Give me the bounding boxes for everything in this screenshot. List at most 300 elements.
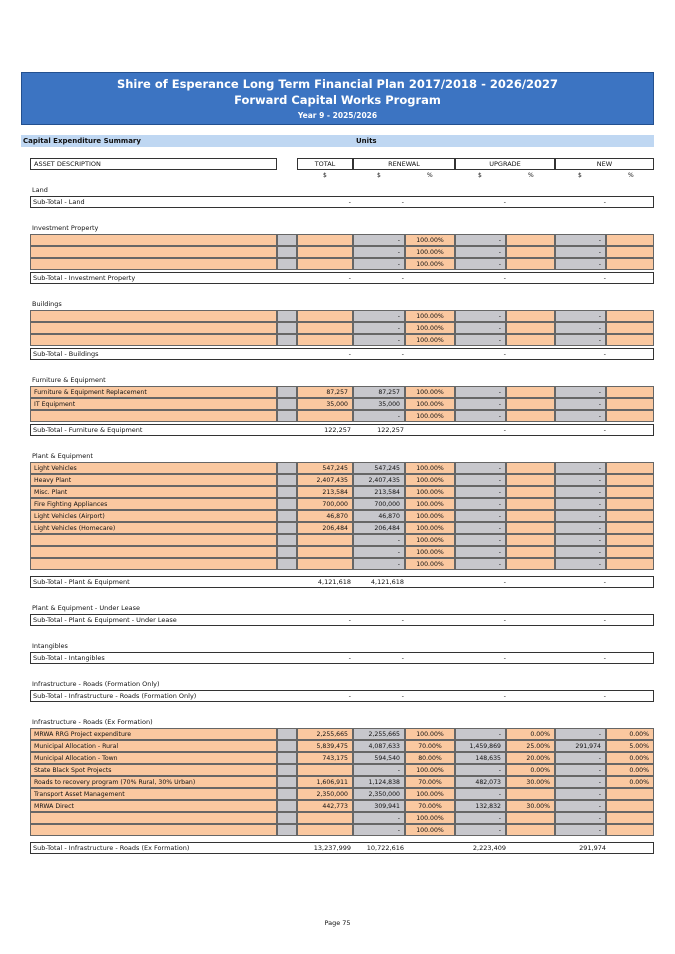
- row-upgrade-pct[interactable]: [506, 386, 555, 398]
- row-spacer: [277, 752, 297, 764]
- row-upgrade-pct[interactable]: [506, 334, 555, 346]
- row-total[interactable]: 743,175: [297, 752, 353, 764]
- subtotal-renewal: -: [401, 654, 404, 662]
- row-upgrade: -: [455, 234, 506, 246]
- row-renewal-pct[interactable]: 100.00%: [405, 474, 455, 486]
- row-upgrade-pct[interactable]: 0.00%: [506, 728, 555, 740]
- page-number: Page 75: [324, 919, 351, 927]
- unit-new-dollar: $: [578, 172, 582, 179]
- row-new-pct[interactable]: [606, 234, 654, 246]
- subtotal-row: [30, 348, 654, 360]
- row-upgrade: -: [455, 510, 506, 522]
- row-renewal: -: [353, 334, 405, 346]
- unit-upgrade-pct: %: [528, 172, 534, 179]
- row-label[interactable]: [30, 812, 277, 824]
- row-new-pct[interactable]: [606, 800, 654, 812]
- row-total[interactable]: [297, 824, 353, 836]
- row-renewal: -: [353, 234, 405, 246]
- row-renewal-pct[interactable]: 100.00%: [405, 462, 455, 474]
- row-spacer: [277, 474, 297, 486]
- col-total: TOTAL: [297, 158, 353, 170]
- row-renewal-pct[interactable]: 100.00%: [405, 486, 455, 498]
- row-total[interactable]: 213,584: [297, 486, 353, 498]
- row-new-pct[interactable]: [606, 788, 654, 800]
- row-new: -: [555, 764, 606, 776]
- row-upgrade: -: [455, 246, 506, 258]
- row-upgrade-pct[interactable]: [506, 462, 555, 474]
- row-new-pct[interactable]: [606, 246, 654, 258]
- subtotal-new: -: [603, 616, 606, 624]
- row-renewal-pct[interactable]: 100.00%: [405, 410, 455, 422]
- row-renewal-pct[interactable]: 100.00%: [405, 386, 455, 398]
- row-total[interactable]: [297, 334, 353, 346]
- unit-total-dollar: $: [323, 172, 327, 179]
- row-label[interactable]: [30, 410, 277, 422]
- row-upgrade-pct[interactable]: [506, 474, 555, 486]
- row-label[interactable]: Light Vehicles: [30, 462, 277, 474]
- table-row: [30, 740, 654, 752]
- row-upgrade-pct[interactable]: [506, 534, 555, 546]
- row-total[interactable]: [297, 558, 353, 570]
- row-total[interactable]: 2,255,665: [297, 728, 353, 740]
- row-renewal-pct[interactable]: 100.00%: [405, 812, 455, 824]
- row-label[interactable]: [30, 234, 277, 246]
- row-renewal: 35,000: [353, 398, 405, 410]
- row-label[interactable]: Roads to recovery program (70% Rural, 30% Urban): [30, 776, 277, 788]
- row-renewal: 4,087,633: [353, 740, 405, 752]
- table-row: [30, 234, 654, 246]
- row-label[interactable]: MRWA RRG Project expenditure: [30, 728, 277, 740]
- subtotal-new: -: [603, 198, 606, 206]
- row-renewal: 206,484: [353, 522, 405, 534]
- row-renewal: -: [353, 258, 405, 270]
- subtotal-row: [30, 842, 654, 854]
- row-label[interactable]: Light Vehicles (Airport): [30, 510, 277, 522]
- row-spacer: [277, 498, 297, 510]
- units-row: [30, 172, 654, 182]
- row-total[interactable]: [297, 410, 353, 422]
- row-new: -: [555, 800, 606, 812]
- row-new: -: [555, 386, 606, 398]
- row-spacer: [277, 334, 297, 346]
- row-total[interactable]: [297, 764, 353, 776]
- row-new: -: [555, 752, 606, 764]
- row-new-pct[interactable]: [606, 310, 654, 322]
- table-row: [30, 410, 654, 422]
- table-row: [30, 510, 654, 522]
- row-renewal: -: [353, 310, 405, 322]
- row-renewal-pct[interactable]: 100.00%: [405, 334, 455, 346]
- row-label[interactable]: Municipal Allocation - Rural: [30, 740, 277, 752]
- col-asset-description: ASSET DESCRIPTION: [30, 158, 277, 170]
- subtotal-row: [30, 272, 654, 284]
- row-renewal-pct[interactable]: 100.00%: [405, 558, 455, 570]
- subtotal-new: -: [603, 426, 606, 434]
- row-renewal-pct[interactable]: 100.00%: [405, 322, 455, 334]
- report-subtitle: Forward Capital Works Program: [234, 93, 441, 107]
- subtotal-renewal: -: [401, 616, 404, 624]
- row-total[interactable]: 5,839,475: [297, 740, 353, 752]
- row-new: -: [555, 310, 606, 322]
- subtotal-row: [30, 652, 654, 664]
- row-spacer: [277, 462, 297, 474]
- section-title: Infrastructure - Roads (Ex Formation): [32, 718, 153, 726]
- row-renewal: 1,124,838: [353, 776, 405, 788]
- row-new: -: [555, 486, 606, 498]
- row-total[interactable]: [297, 310, 353, 322]
- row-upgrade: 132,832: [455, 800, 506, 812]
- row-total[interactable]: [297, 322, 353, 334]
- row-spacer: [277, 534, 297, 546]
- row-spacer: [277, 510, 297, 522]
- subtotal-total: 13,237,999: [313, 844, 351, 852]
- table-row: [30, 812, 654, 824]
- row-spacer: [277, 740, 297, 752]
- row-new: -: [555, 510, 606, 522]
- row-spacer: [277, 788, 297, 800]
- row-renewal: 2,407,435: [353, 474, 405, 486]
- row-upgrade-pct[interactable]: 30.00%: [506, 776, 555, 788]
- row-upgrade-pct[interactable]: [506, 234, 555, 246]
- row-label[interactable]: Fire Fighting Appliances: [30, 498, 277, 510]
- row-label[interactable]: [30, 334, 277, 346]
- row-label[interactable]: [30, 824, 277, 836]
- summary-units: Units: [356, 137, 377, 145]
- row-total[interactable]: 2,407,435: [297, 474, 353, 486]
- row-upgrade: -: [455, 546, 506, 558]
- table-row: [30, 824, 654, 836]
- row-new-pct[interactable]: [606, 498, 654, 510]
- row-renewal-pct[interactable]: 70.00%: [405, 800, 455, 812]
- row-new-pct[interactable]: [606, 322, 654, 334]
- row-renewal-pct[interactable]: 100.00%: [405, 764, 455, 776]
- row-label[interactable]: Light Vehicles (Homecare): [30, 522, 277, 534]
- row-new-pct[interactable]: 0.00%: [606, 764, 654, 776]
- row-label[interactable]: IT Equipment: [30, 398, 277, 410]
- subtotal-total: -: [348, 274, 351, 282]
- table-row: [30, 498, 654, 510]
- row-renewal-pct[interactable]: 80.00%: [405, 752, 455, 764]
- table-row: [30, 258, 654, 270]
- row-label[interactable]: Misc. Plant: [30, 486, 277, 498]
- row-upgrade-pct[interactable]: [506, 546, 555, 558]
- table-row: [30, 546, 654, 558]
- row-upgrade: -: [455, 788, 506, 800]
- subtotal-label: Sub-Total - Furniture & Equipment: [33, 426, 143, 434]
- subtotal-row: [30, 196, 654, 208]
- row-upgrade-pct[interactable]: [506, 310, 555, 322]
- row-new: -: [555, 728, 606, 740]
- subtotal-upgrade: -: [503, 692, 506, 700]
- subtotal-label: Sub-Total - Intangibles: [33, 654, 105, 662]
- row-renewal-pct[interactable]: 100.00%: [405, 534, 455, 546]
- row-new-pct[interactable]: [606, 398, 654, 410]
- row-upgrade-pct[interactable]: [506, 812, 555, 824]
- row-label[interactable]: Heavy Plant: [30, 474, 277, 486]
- row-renewal-pct[interactable]: 100.00%: [405, 522, 455, 534]
- section-title: Furniture & Equipment: [32, 376, 106, 384]
- row-spacer: [277, 546, 297, 558]
- report-year: Year 9 - 2025/2026: [297, 111, 378, 120]
- row-upgrade-pct[interactable]: 30.00%: [506, 800, 555, 812]
- table-row: [30, 334, 654, 346]
- col-upgrade: UPGRADE: [455, 158, 555, 170]
- subtotal-renewal: 4,121,618: [370, 578, 404, 586]
- row-renewal-pct[interactable]: 100.00%: [405, 546, 455, 558]
- subtotal-upgrade: -: [503, 426, 506, 434]
- row-renewal: 46,870: [353, 510, 405, 522]
- section-title: Plant & Equipment - Under Lease: [32, 604, 140, 612]
- row-new-pct[interactable]: [606, 812, 654, 824]
- col-new: NEW: [555, 158, 654, 170]
- subtotal-renewal: -: [401, 350, 404, 358]
- row-upgrade-pct[interactable]: [506, 788, 555, 800]
- section-title: Investment Property: [32, 224, 99, 232]
- row-new-pct[interactable]: 0.00%: [606, 752, 654, 764]
- row-renewal: -: [353, 812, 405, 824]
- row-renewal-pct[interactable]: 70.00%: [405, 776, 455, 788]
- row-label[interactable]: Transport Asset Management: [30, 788, 277, 800]
- row-label[interactable]: MRWA Direct: [30, 800, 277, 812]
- table-row: [30, 752, 654, 764]
- unit-renewal-dollar: $: [377, 172, 381, 179]
- table-row: [30, 534, 654, 546]
- row-upgrade-pct[interactable]: [506, 522, 555, 534]
- subtotal-total: -: [348, 198, 351, 206]
- summary-label: Capital Expenditure Summary: [23, 137, 141, 145]
- table-row: [30, 728, 654, 740]
- row-upgrade: -: [455, 558, 506, 570]
- row-renewal: -: [353, 824, 405, 836]
- row-renewal-pct[interactable]: 100.00%: [405, 246, 455, 258]
- row-new-pct[interactable]: [606, 474, 654, 486]
- row-upgrade-pct[interactable]: 20.00%: [506, 752, 555, 764]
- row-new-pct[interactable]: 5.00%: [606, 740, 654, 752]
- subtotal-total: -: [348, 350, 351, 358]
- row-new-pct[interactable]: [606, 558, 654, 570]
- row-total[interactable]: [297, 246, 353, 258]
- row-upgrade-pct[interactable]: [506, 398, 555, 410]
- row-label[interactable]: [30, 534, 277, 546]
- subtotal-label: Sub-Total - Buildings: [33, 350, 99, 358]
- row-renewal-pct[interactable]: 100.00%: [405, 824, 455, 836]
- row-renewal-pct[interactable]: 100.00%: [405, 728, 455, 740]
- row-upgrade-pct[interactable]: [506, 824, 555, 836]
- column-header-row: [30, 158, 654, 170]
- row-renewal-pct[interactable]: 100.00%: [405, 788, 455, 800]
- subtotal-row: [30, 614, 654, 626]
- row-new: -: [555, 824, 606, 836]
- subtotal-renewal: 122,257: [377, 426, 404, 434]
- subtotal-upgrade: -: [503, 350, 506, 358]
- table-row: [30, 788, 654, 800]
- table-row: [30, 322, 654, 334]
- row-upgrade: -: [455, 812, 506, 824]
- row-upgrade: -: [455, 310, 506, 322]
- row-upgrade: -: [455, 764, 506, 776]
- row-upgrade: 482,073: [455, 776, 506, 788]
- row-upgrade-pct[interactable]: [506, 258, 555, 270]
- report-title: Shire of Esperance Long Term Financial Plan 2017/2018 - 2026/2027: [116, 77, 559, 91]
- row-new-pct[interactable]: [606, 410, 654, 422]
- row-label[interactable]: Furniture & Equipment Replacement: [30, 386, 277, 398]
- row-total[interactable]: 2,350,000: [297, 788, 353, 800]
- row-total[interactable]: 1,606,911: [297, 776, 353, 788]
- row-label[interactable]: [30, 246, 277, 258]
- row-new: -: [555, 474, 606, 486]
- row-label[interactable]: [30, 546, 277, 558]
- row-total[interactable]: 442,773: [297, 800, 353, 812]
- subtotal-label: Sub-Total - Plant & Equipment - Under Lease: [33, 616, 177, 624]
- row-upgrade: -: [455, 462, 506, 474]
- row-upgrade-pct[interactable]: 25.00%: [506, 740, 555, 752]
- subtotal-label: Sub-Total - Infrastructure - Roads (Ex Formation): [33, 844, 190, 852]
- row-renewal-pct[interactable]: 100.00%: [405, 258, 455, 270]
- row-new: -: [555, 558, 606, 570]
- row-label[interactable]: [30, 258, 277, 270]
- row-new-pct[interactable]: [606, 486, 654, 498]
- unit-new-pct: %: [628, 172, 634, 179]
- row-renewal-pct[interactable]: 100.00%: [405, 498, 455, 510]
- row-total[interactable]: [297, 258, 353, 270]
- row-spacer: [277, 558, 297, 570]
- subtotal-upgrade: -: [503, 274, 506, 282]
- subtotal-new: -: [603, 274, 606, 282]
- section-title: Buildings: [32, 300, 62, 308]
- row-renewal-pct[interactable]: 100.00%: [405, 234, 455, 246]
- row-upgrade: 148,635: [455, 752, 506, 764]
- row-upgrade-pct[interactable]: 0.00%: [506, 764, 555, 776]
- table-row: [30, 474, 654, 486]
- row-upgrade: 1,459,869: [455, 740, 506, 752]
- table-row: [30, 398, 654, 410]
- row-total[interactable]: [297, 812, 353, 824]
- row-spacer: [277, 246, 297, 258]
- row-renewal: 87,257: [353, 386, 405, 398]
- row-label[interactable]: [30, 310, 277, 322]
- row-upgrade-pct[interactable]: [506, 510, 555, 522]
- row-upgrade: -: [455, 386, 506, 398]
- row-renewal: -: [353, 546, 405, 558]
- row-upgrade-pct[interactable]: [506, 410, 555, 422]
- row-renewal: -: [353, 534, 405, 546]
- row-renewal-pct[interactable]: 100.00%: [405, 510, 455, 522]
- row-renewal: 594,540: [353, 752, 405, 764]
- row-new-pct[interactable]: 0.00%: [606, 728, 654, 740]
- row-renewal-pct[interactable]: 100.00%: [405, 398, 455, 410]
- row-new-pct[interactable]: [606, 534, 654, 546]
- row-new: 291,974: [555, 740, 606, 752]
- row-upgrade-pct[interactable]: [506, 486, 555, 498]
- row-total[interactable]: 700,000: [297, 498, 353, 510]
- summary-bar: [21, 135, 654, 147]
- row-new-pct[interactable]: [606, 258, 654, 270]
- subtotal-label: Sub-Total - Land: [33, 198, 85, 206]
- row-upgrade-pct[interactable]: [506, 246, 555, 258]
- row-new: -: [555, 322, 606, 334]
- row-spacer: [277, 486, 297, 498]
- row-upgrade: -: [455, 410, 506, 422]
- row-new: -: [555, 334, 606, 346]
- row-renewal: 2,350,000: [353, 788, 405, 800]
- report-header: [21, 72, 654, 125]
- row-new-pct[interactable]: [606, 546, 654, 558]
- row-new-pct[interactable]: [606, 334, 654, 346]
- row-label[interactable]: State Black Spot Projects: [30, 764, 277, 776]
- row-new-pct[interactable]: 0.00%: [606, 776, 654, 788]
- row-total[interactable]: 35,000: [297, 398, 353, 410]
- row-upgrade: -: [455, 258, 506, 270]
- row-renewal: 213,584: [353, 486, 405, 498]
- row-spacer: [277, 800, 297, 812]
- row-renewal: -: [353, 322, 405, 334]
- row-renewal-pct[interactable]: 70.00%: [405, 740, 455, 752]
- row-renewal: -: [353, 246, 405, 258]
- subtotal-row: [30, 690, 654, 702]
- section-title: Plant & Equipment: [32, 452, 93, 460]
- row-new: -: [555, 522, 606, 534]
- row-upgrade: -: [455, 474, 506, 486]
- table-row: [30, 522, 654, 534]
- row-upgrade: -: [455, 534, 506, 546]
- subtotal-total: 122,257: [324, 426, 351, 434]
- row-total[interactable]: [297, 546, 353, 558]
- subtotal-new: -: [603, 578, 606, 586]
- row-total[interactable]: 547,245: [297, 462, 353, 474]
- table-row: [30, 558, 654, 570]
- row-new-pct[interactable]: [606, 462, 654, 474]
- row-label[interactable]: Municipal Allocation - Town: [30, 752, 277, 764]
- unit-renewal-pct: %: [427, 172, 433, 179]
- section-title: Intangibles: [32, 642, 68, 650]
- row-upgrade-pct[interactable]: [506, 558, 555, 570]
- subtotal-renewal: -: [401, 198, 404, 206]
- row-new: -: [555, 410, 606, 422]
- row-upgrade: -: [455, 334, 506, 346]
- subtotal-new: -: [603, 350, 606, 358]
- table-row: [30, 462, 654, 474]
- row-label[interactable]: [30, 322, 277, 334]
- row-upgrade-pct[interactable]: [506, 322, 555, 334]
- row-new-pct[interactable]: [606, 386, 654, 398]
- subtotal-row: [30, 576, 654, 588]
- row-new-pct[interactable]: [606, 510, 654, 522]
- row-spacer: [277, 322, 297, 334]
- row-renewal: 547,245: [353, 462, 405, 474]
- row-total[interactable]: 206,484: [297, 522, 353, 534]
- row-label[interactable]: [30, 558, 277, 570]
- table-row: [30, 386, 654, 398]
- row-spacer: [277, 728, 297, 740]
- table-row: [30, 776, 654, 788]
- row-spacer: [277, 398, 297, 410]
- row-total[interactable]: [297, 534, 353, 546]
- row-new-pct[interactable]: [606, 824, 654, 836]
- row-new-pct[interactable]: [606, 522, 654, 534]
- row-spacer: [277, 410, 297, 422]
- row-upgrade: -: [455, 322, 506, 334]
- row-upgrade-pct[interactable]: [506, 498, 555, 510]
- row-renewal-pct[interactable]: 100.00%: [405, 310, 455, 322]
- row-total[interactable]: 46,870: [297, 510, 353, 522]
- row-total[interactable]: [297, 234, 353, 246]
- subtotal-total: -: [348, 692, 351, 700]
- row-new: -: [555, 398, 606, 410]
- row-upgrade: -: [455, 522, 506, 534]
- row-total[interactable]: 87,257: [297, 386, 353, 398]
- subtotal-label: Sub-Total - Investment Property: [33, 274, 136, 282]
- table-row: [30, 486, 654, 498]
